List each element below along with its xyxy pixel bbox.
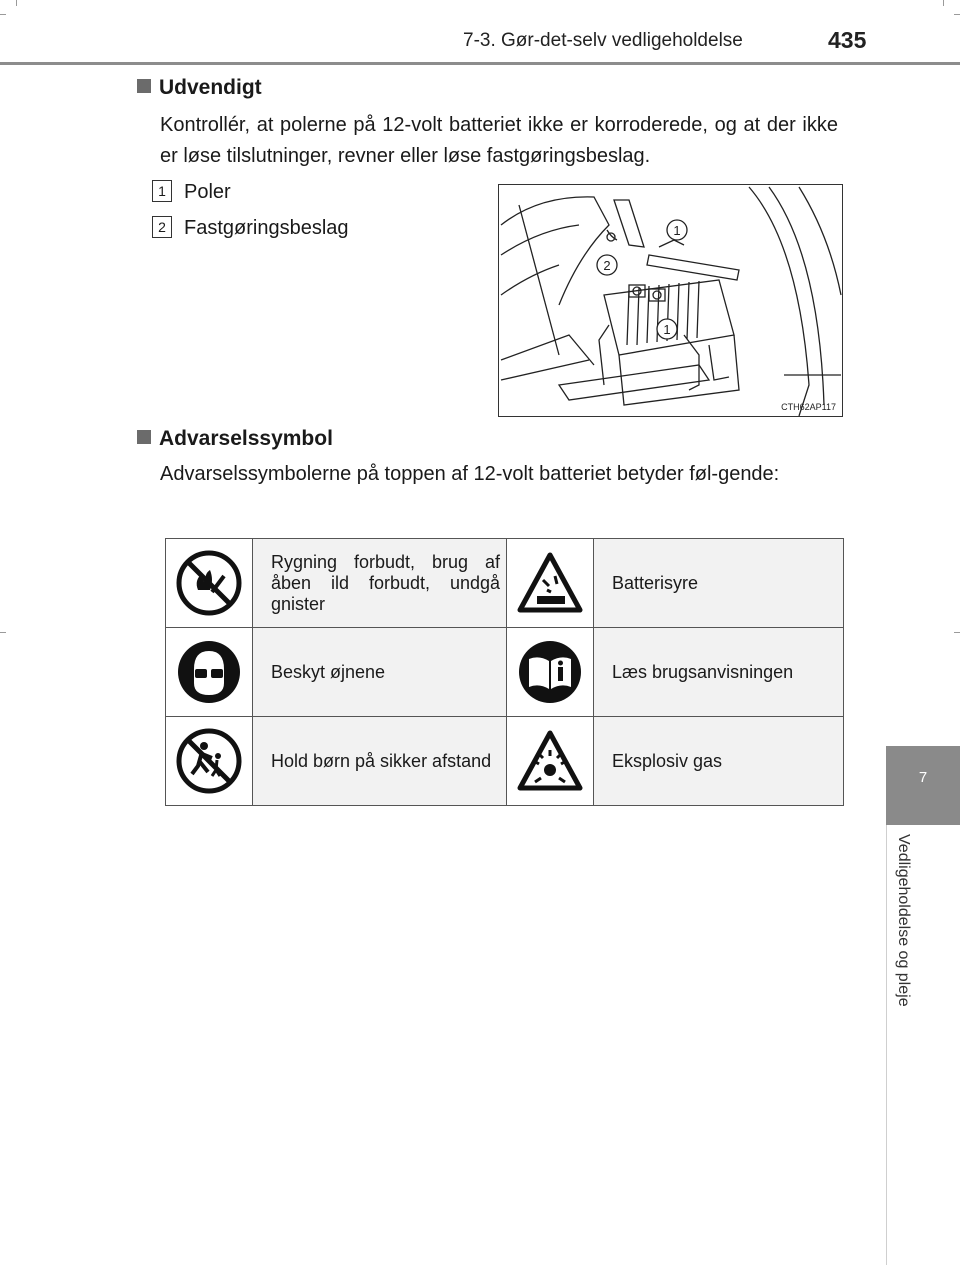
legend-number: 1: [152, 180, 172, 202]
crop-mark: [954, 632, 960, 633]
symbol-description: Rygning forbudt, brug af åben ild forbudt, undgå gnister: [253, 539, 507, 628]
crop-mark: [943, 0, 944, 6]
chapter-title: Vedligeholdelse og pleje: [895, 834, 912, 1007]
battery-line-drawing: [499, 185, 842, 416]
figure-callout: 1: [663, 322, 671, 337]
symbol-description: Batterisyre: [594, 539, 844, 628]
figure-callout: 2: [603, 258, 611, 273]
figure-code: CTH62AP117: [781, 402, 836, 412]
crop-mark: [0, 14, 6, 15]
table-row: [166, 628, 844, 717]
symbol-cell: [507, 628, 594, 717]
battery-acid-warning-icon: [517, 552, 583, 614]
keep-children-away-icon: [176, 728, 242, 794]
table-row: [166, 717, 844, 806]
section-heading-text: Advarselssymbol: [159, 427, 333, 450]
symbol-cell: [166, 539, 253, 628]
legend-item: [152, 180, 231, 204]
symbol-description: Hold børn på sikker afstand: [253, 717, 507, 806]
crop-mark: [16, 0, 17, 6]
crop-mark: [0, 632, 6, 633]
symbol-description: Beskyt øjnene: [253, 628, 507, 717]
read-manual-icon: [517, 639, 583, 705]
page-number: 435: [828, 27, 867, 53]
legend-label: Poler: [184, 181, 231, 203]
symbol-cell: [166, 628, 253, 717]
figure-callout: 1: [673, 223, 681, 238]
bullet-square-icon: [137, 79, 151, 93]
chapter-tab: [886, 746, 960, 825]
section-heading-exterior: [137, 76, 262, 100]
section-body: Advarselssymbolerne på toppen af 12-volt batteriet betyder føl-gende:: [160, 463, 780, 485]
section-heading-warning-symbol: [137, 427, 333, 451]
table-row: [166, 539, 844, 628]
bullet-square-icon: [137, 430, 151, 444]
header-section-title: 7-3. Gør-det-selv vedligeholdelse: [463, 30, 743, 51]
symbol-description: Eksplosiv gas: [594, 717, 844, 806]
symbol-cell: [507, 539, 594, 628]
symbol-cell: [507, 717, 594, 806]
warning-symbol-table: [165, 538, 844, 806]
header-rule: [0, 62, 960, 65]
battery-illustration: [498, 184, 843, 417]
legend-number: 2: [152, 216, 172, 238]
legend-item: [152, 216, 349, 240]
chapter-number: 7: [918, 769, 928, 786]
symbol-cell: [166, 717, 253, 806]
section-body: Kontrollér, at polerne på 12-volt batteriet ikke er korroderede, og at der ikke er løse tilslutninger, revner eller løse fastgøringsbeslag.: [160, 114, 838, 167]
section-heading-text: Udvendigt: [159, 76, 262, 99]
explosive-gas-icon: [517, 730, 583, 792]
symbol-description: Læs brugsanvisningen: [594, 628, 844, 717]
legend-label: Fastgøringsbeslag: [184, 217, 349, 239]
eye-protection-icon: [176, 639, 242, 705]
no-smoking-no-flame-icon: [176, 550, 242, 616]
crop-mark: [954, 14, 960, 15]
